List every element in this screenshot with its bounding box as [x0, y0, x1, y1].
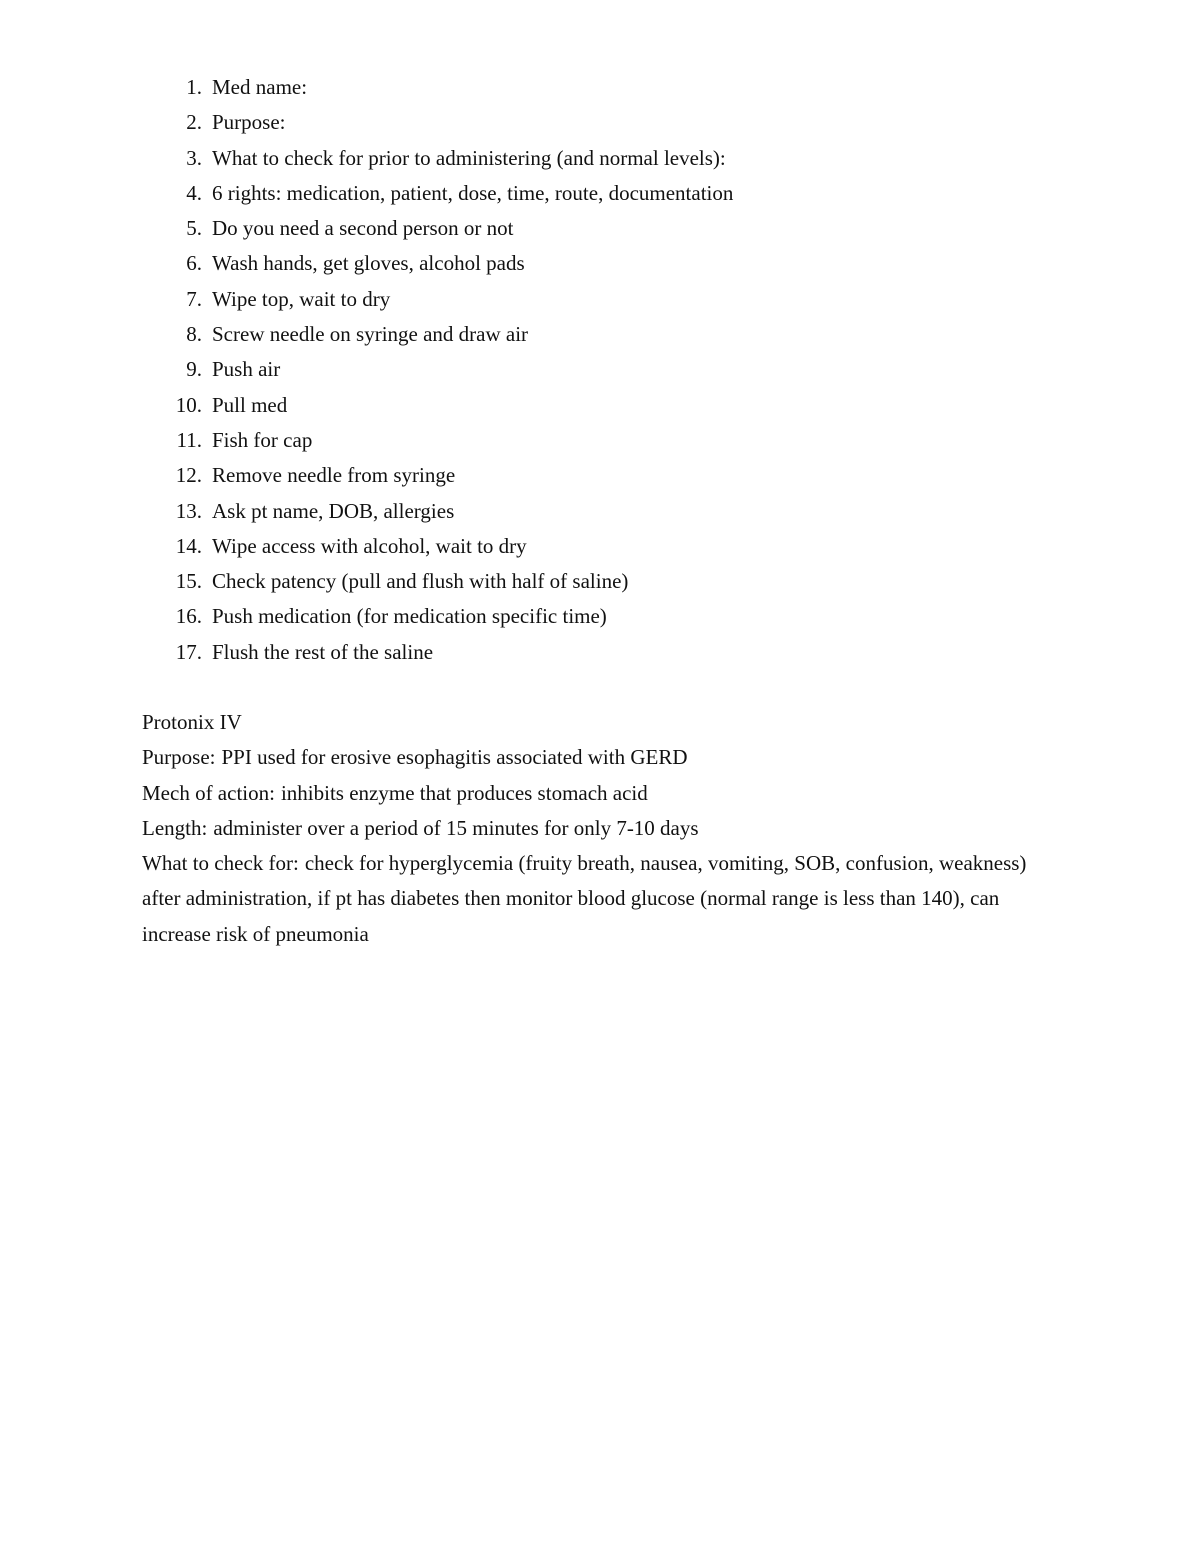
step-number: 3. [186, 145, 202, 170]
step-number: 6. [186, 251, 202, 276]
step-number: 5. [186, 216, 202, 241]
check-value: check for hyperglycemia (fruity breath, nausea, vomiting, SOB, confusion, weakness) after administration, if pt has diabetes then monitor blood glucose (normal range is less than 140), can increase risk of pneumonia [142, 851, 1027, 946]
mechanism-value: inhibits enzyme that produces stomach acid [280, 780, 648, 805]
medication-section [142, 705, 1062, 952]
step-number: 2. [186, 110, 202, 135]
purpose-value: PPI used for erosive esophagitis associated with GERD [221, 745, 688, 770]
medication-check [142, 846, 1062, 952]
purpose-label: Purpose: [142, 745, 216, 770]
step-number: 8. [186, 322, 202, 347]
step-number: 12. [175, 463, 202, 488]
step-text: Med name: [212, 75, 308, 99]
step-text: Fish for cap [212, 427, 313, 452]
step-text: Ask pt name, DOB, allergies [212, 498, 455, 523]
medication-length [142, 811, 1062, 846]
step-text: Screw needle on syringe and draw air [212, 322, 529, 347]
step-text: Purpose: [212, 110, 286, 135]
check-label: What to check for: [142, 851, 299, 876]
step-number: 17. [175, 639, 202, 664]
step-number: 13. [175, 498, 202, 523]
step-text: Flush the rest of the saline [212, 639, 434, 664]
step-number: 14. [175, 533, 202, 558]
step-text: Wipe top, wait to dry [212, 286, 391, 311]
step-text: 6 rights: medication, patient, dose, time, route, documentation [212, 180, 734, 205]
step-text: Check patency (pull and flush with half of saline) [212, 569, 629, 594]
length-value: administer over a period of 15 minutes for only 7-10 days [213, 815, 699, 840]
medication-name: Protonix IV [142, 710, 242, 734]
step-text: Wipe access with alcohol, wait to dry [212, 533, 527, 558]
step-number: 16. [175, 604, 202, 629]
medication-purpose [142, 740, 1062, 775]
step-number: 1. [186, 75, 202, 99]
step-number: 4. [186, 180, 202, 205]
step-text: Pull med [212, 392, 288, 417]
step-number: 15. [175, 569, 202, 594]
step-text: What to check for prior to administering (and normal levels): [212, 145, 726, 170]
mechanism-label: Mech of action: [142, 780, 275, 805]
step-number: 7. [186, 286, 202, 311]
step-text: Push medication (for medication specific time) [212, 604, 607, 629]
step-number: 9. [186, 357, 202, 382]
medication-mechanism [142, 776, 1062, 811]
step-number: 10. [175, 392, 202, 417]
step-text: Do you need a second person or not [212, 216, 514, 241]
length-label: Length: [142, 815, 208, 840]
step-text: Wash hands, get gloves, alcohol pads [212, 251, 525, 276]
step-text: Remove needle from syringe [212, 463, 456, 488]
step-text: Push air [212, 357, 281, 382]
step-number: 11. [176, 427, 202, 452]
